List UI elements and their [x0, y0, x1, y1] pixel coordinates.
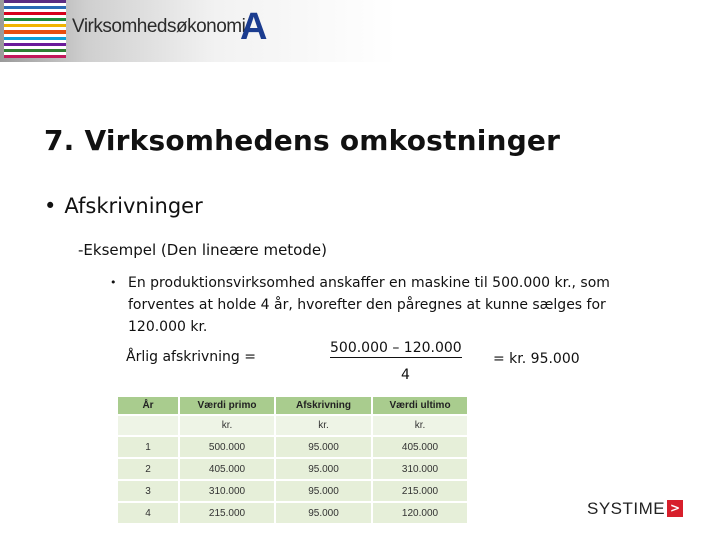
cell-year: 2 [118, 458, 179, 480]
sub-bullet [110, 272, 638, 338]
brand-name: Virksomhedsøkonomi [72, 16, 246, 37]
cell-value-end: 405.000 [372, 436, 468, 458]
table-header-row [118, 397, 468, 415]
table-units-row [118, 415, 468, 436]
bullet-afskrivninger [44, 194, 203, 218]
cell-value-start: 310.000 [179, 480, 275, 502]
header-value-start: Værdi primo [179, 397, 275, 415]
systime-arrow-icon: > [667, 500, 683, 517]
systime-logo-text: SYSTIME [587, 499, 666, 518]
unit-value-end: kr. [372, 415, 468, 436]
cell-year: 3 [118, 480, 179, 502]
depreciation-table [118, 397, 469, 523]
table-row [118, 502, 468, 523]
unit-year [118, 415, 179, 436]
table-row [118, 458, 468, 480]
cell-depreciation: 95.000 [275, 480, 372, 502]
subheading: -Eksempel (Den lineære metode) [78, 241, 327, 259]
formula-result: = kr. 95.000 [493, 351, 580, 367]
formula-numerator: 500.000 – 120.000 [330, 340, 462, 356]
cell-year: 4 [118, 502, 179, 523]
unit-depreciation: kr. [275, 415, 372, 436]
table-row [118, 436, 468, 458]
bullet-text: Afskrivninger [64, 194, 203, 218]
cell-depreciation: 95.000 [275, 502, 372, 523]
table-row [118, 480, 468, 502]
cell-value-start: 405.000 [179, 458, 275, 480]
header-value-end: Værdi ultimo [372, 397, 468, 415]
unit-value-start: kr. [179, 415, 275, 436]
cell-value-end: 310.000 [372, 458, 468, 480]
cell-value-start: 215.000 [179, 502, 275, 523]
formula-denominator: 4 [401, 367, 410, 383]
logo-stripes [4, 0, 66, 58]
cell-year: 1 [118, 436, 179, 458]
cell-value-end: 215.000 [372, 480, 468, 502]
cell-depreciation: 95.000 [275, 436, 372, 458]
bullet-dot-icon: • [44, 194, 57, 218]
formula-label: Årlig afskrivning = [126, 349, 256, 365]
header-banner [0, 0, 720, 62]
cell-value-end: 120.000 [372, 502, 468, 523]
logo-stripe [4, 55, 66, 58]
sub-bullet-dot-icon: • [110, 276, 117, 289]
header-year: År [118, 397, 179, 415]
sub-bullet-text: En produktionsvirksomhed anskaffer en maskine til 500.000 kr., som forventes at holde 4 år, hvorefter den påregnes at kunne sælges for 120.000 kr. [128, 275, 610, 335]
header-depreciation: Afskrivning [275, 397, 372, 415]
cell-value-start: 500.000 [179, 436, 275, 458]
slide-title: 7. Virksomhedens omkostninger [44, 124, 561, 157]
brand-letter: A [240, 6, 268, 48]
cell-depreciation: 95.000 [275, 458, 372, 480]
